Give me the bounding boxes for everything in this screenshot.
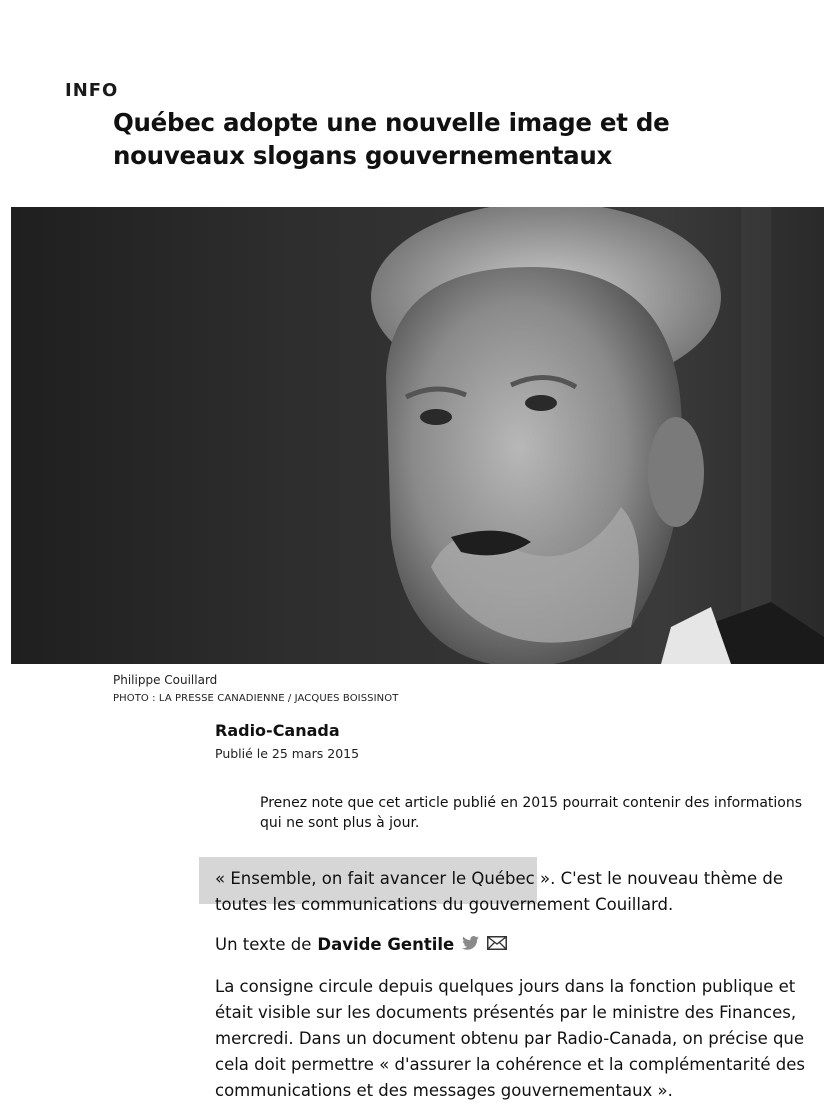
article-headline: Québec adopte une nouvelle image et de nouveaux slogans gouvernementaux (113, 108, 670, 170)
byline (215, 935, 507, 954)
twitter-icon[interactable] (462, 935, 479, 954)
section-label[interactable]: INFO (65, 80, 119, 101)
lead-paragraph (215, 866, 825, 918)
photo-credit: PHOTO : LA PRESSE CANADIENNE / JACQUES BOISSINOT (113, 693, 399, 704)
ear (648, 417, 704, 527)
hero-photo[interactable] (11, 207, 824, 664)
body-paragraph: La consigne circule depuis quelques jours dans la fonction publique et était visible sur les documents présentés par le ministre des Finances, mercredi. Dans un document obtenu par Radio-Canada, on précise que cela doit permettre « d'assurer la cohérence et la complémentarité des communications et des messages gouvernementaux ». (215, 977, 806, 1100)
outdated-notice: Prenez note que cet article publié en 2015 pourrait contenir des informations qui ne sont plus à jour. (260, 795, 803, 831)
publish-date: Publié le 25 mars 2015 (215, 746, 360, 761)
article-source: Radio-Canada (215, 721, 340, 740)
right-eye (525, 395, 557, 411)
lead-rest: . C'est le nouveau thème de toutes les communications du gouvernement Couillard. (215, 869, 783, 914)
photo-caption: Philippe Couillard (113, 673, 218, 687)
left-eye (420, 409, 452, 425)
byline-prefix: Un texte de (215, 935, 312, 954)
portrait-image (11, 207, 824, 664)
lead-quote[interactable]: « Ensemble, on fait avancer le Québec » (215, 869, 551, 888)
author-name[interactable]: Davide Gentile (317, 935, 455, 954)
email-icon[interactable] (487, 935, 507, 954)
